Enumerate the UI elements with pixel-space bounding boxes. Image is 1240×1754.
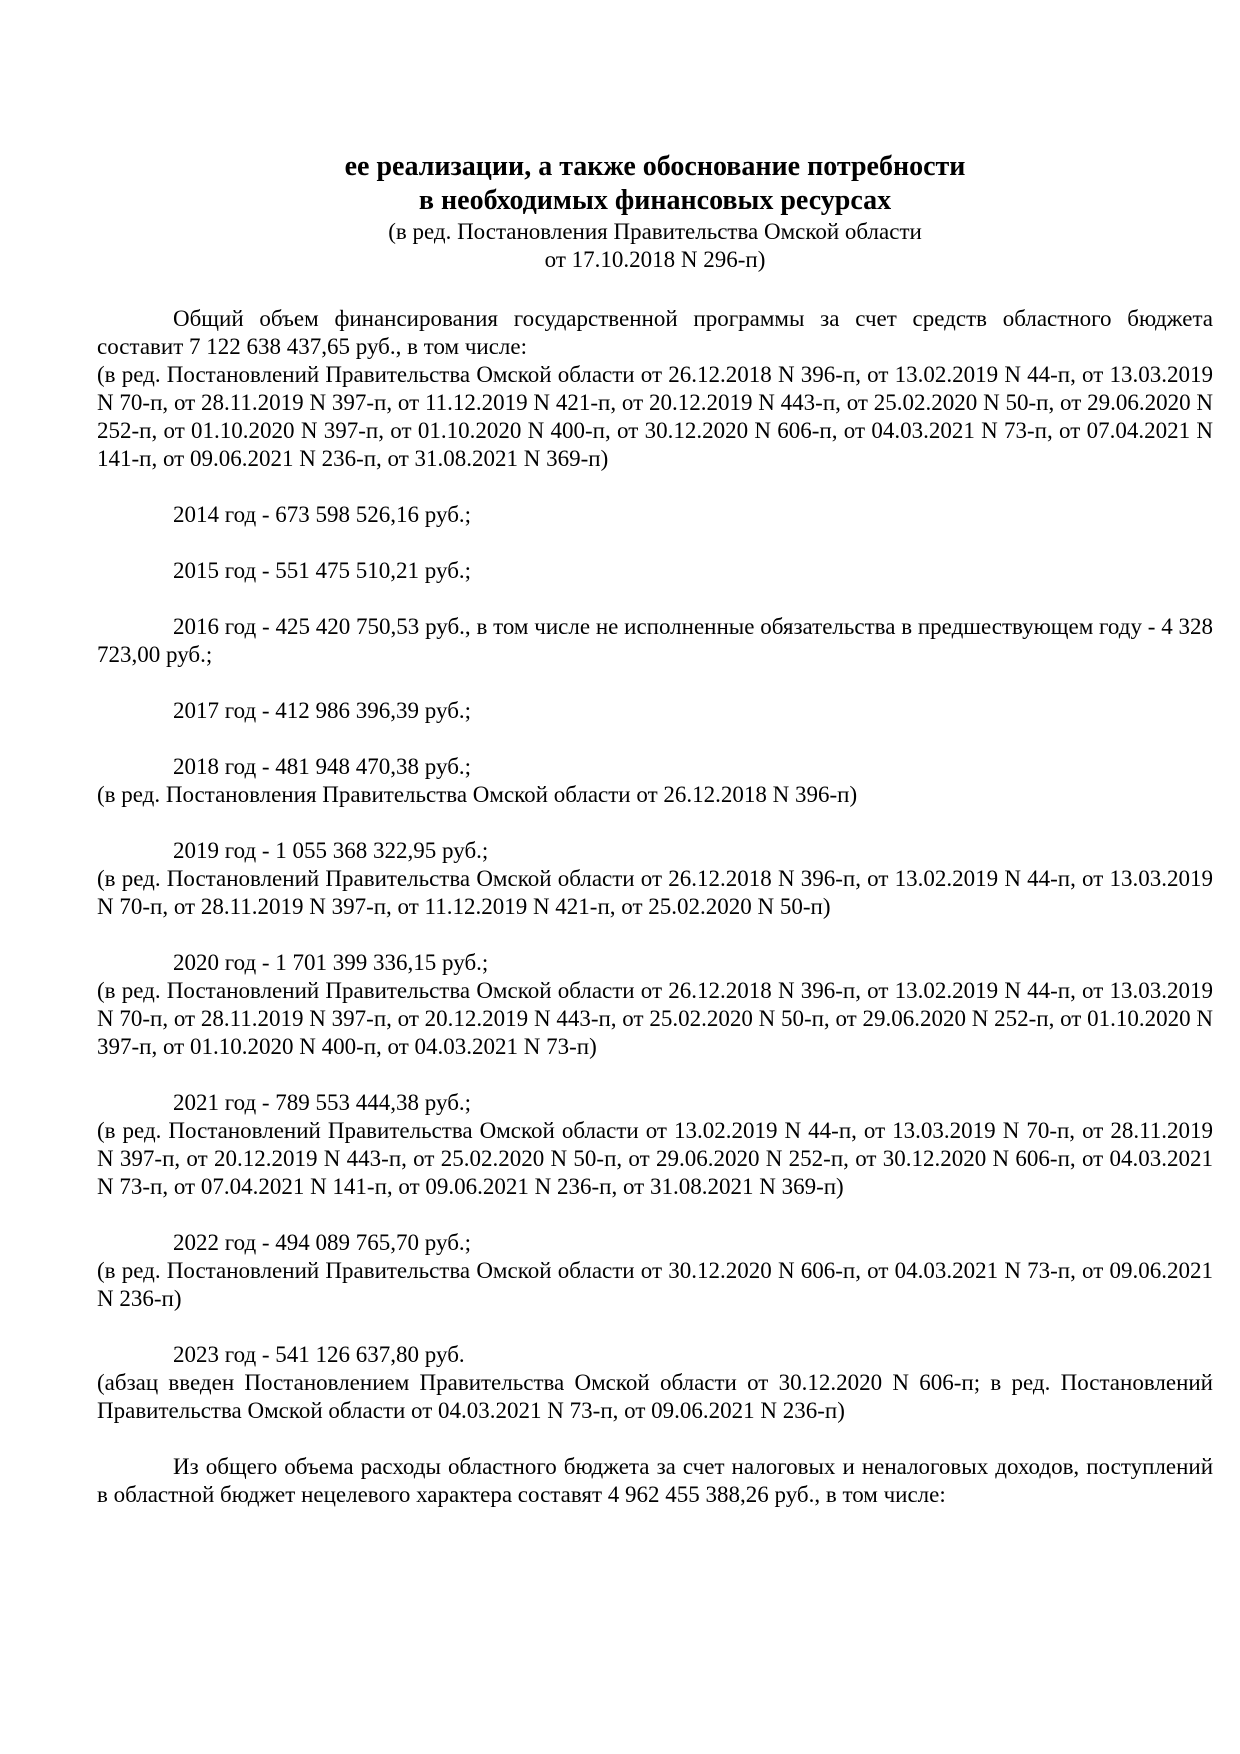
year-line-2020: 2020 год - 1 701 399 336,15 руб.; — [173, 950, 489, 975]
year-line-2014: 2014 год - 673 598 526,16 руб.; — [173, 502, 472, 527]
page-subtitle — [97, 218, 1213, 274]
amendments-note-2023: (абзац введен Постановлением Правительства Омской области от 30.12.2020 N 606-п; в ред. Постановлений Правительства Омской области от 04.03.2021 N 73-п, от 09.06.2021 N 236-п) — [97, 1370, 1213, 1423]
year-line-2021: 2021 год - 789 553 444,38 руб.; — [173, 1090, 472, 1115]
year-line-2017: 2017 год - 412 986 396,39 руб.; — [173, 698, 472, 723]
tax-revenue-paragraph: Из общего объема расходы областного бюджета за счет налоговых и неналоговых доходов, поступлений в областной бюджет нецелевого характера составят 4 962 455 388,26 руб., в том числе: — [97, 1454, 1213, 1507]
year-line-2015: 2015 год - 551 475 510,21 руб.; — [173, 558, 472, 583]
amendments-note-2022: (в ред. Постановлений Правительства Омской области от 30.12.2020 N 606-п, от 04.03.2021 N 73-п, от 09.06.2021 N 236-п) — [97, 1258, 1213, 1311]
document-heading — [97, 150, 1213, 274]
year-line-2016: 2016 год - 425 420 750,53 руб., в том числе не исполненные обязательства в предшествующем году - 4 328 723,00 руб.; — [97, 614, 1213, 667]
page-subtitle-line-1: (в ред. Постановления Правительства Омской области — [388, 219, 922, 244]
amendments-note-2019: (в ред. Постановлений Правительства Омской области от 26.12.2018 N 396-п, от 13.02.2019 N 44-п, от 13.03.2019 N 70-п, от 28.11.2019 N 397-п, от 11.12.2019 N 421-п, от 25.02.2020 N 50-п) — [97, 866, 1213, 919]
page-title-line-1: ее реализации, а также обоснование потребности — [344, 151, 966, 182]
year-line-2022: 2022 год - 494 089 765,70 руб.; — [173, 1230, 472, 1255]
page-title — [97, 150, 1213, 218]
amendments-note-2020: (в ред. Постановлений Правительства Омской области от 26.12.2018 N 396-п, от 13.02.2019 N 44-п, от 13.03.2019 N 70-п, от 28.11.2019 N 397-п, от 20.12.2019 N 443-п, от 25.02.2020 N 50-п, от 29.06.2020 N 252-п, от 01.10.2020 N 397-п, от 01.10.2020 N 400-п, от 04.03.2021 N 73-п) — [97, 978, 1213, 1059]
year-line-2019: 2019 год - 1 055 368 322,95 руб.; — [173, 838, 489, 863]
document-body — [97, 305, 1213, 1509]
intro-paragraph: Общий объем финансирования государственной программы за счет средств областного бюджета составит 7 122 638 437,65 руб., в том числе: — [97, 306, 1213, 359]
page-subtitle-line-2: от 17.10.2018 N 296-п) — [544, 247, 766, 272]
amendments-note-2018: (в ред. Постановления Правительства Омской области от 26.12.2018 N 396-п) — [97, 782, 858, 807]
page-title-line-2: в необходимых финансовых ресурсах — [418, 185, 892, 216]
year-line-2018: 2018 год - 481 948 470,38 руб.; — [173, 754, 472, 779]
year-line-2023: 2023 год - 541 126 637,80 руб. — [173, 1342, 465, 1367]
amendments-note: (в ред. Постановлений Правительства Омской области от 26.12.2018 N 396-п, от 13.02.2019 N 44-п, от 13.03.2019 N 70-п, от 28.11.2019 N 397-п, от 11.12.2019 N 421-п, от 20.12.2019 N 443-п, от 25.02.2020 N 50-п, от 29.06.2020 N 252-п, от 01.10.2020 N 397-п, от 01.10.2020 N 400-п, от 30.12.2020 N 606-п, от 04.03.2021 N 73-п, от 07.04.2021 N 141-п, от 09.06.2021 N 236-п, от 31.08.2021 N 369-п) — [97, 362, 1213, 471]
amendments-note-2021: (в ред. Постановлений Правительства Омской области от 13.02.2019 N 44-п, от 13.03.2019 N 70-п, от 28.11.2019 N 397-п, от 20.12.2019 N 443-п, от 25.02.2020 N 50-п, от 29.06.2020 N 252-п, от 30.12.2020 N 606-п, от 04.03.2021 N 73-п, от 07.04.2021 N 141-п, от 09.06.2021 N 236-п, от 31.08.2021 N 369-п) — [97, 1118, 1213, 1199]
